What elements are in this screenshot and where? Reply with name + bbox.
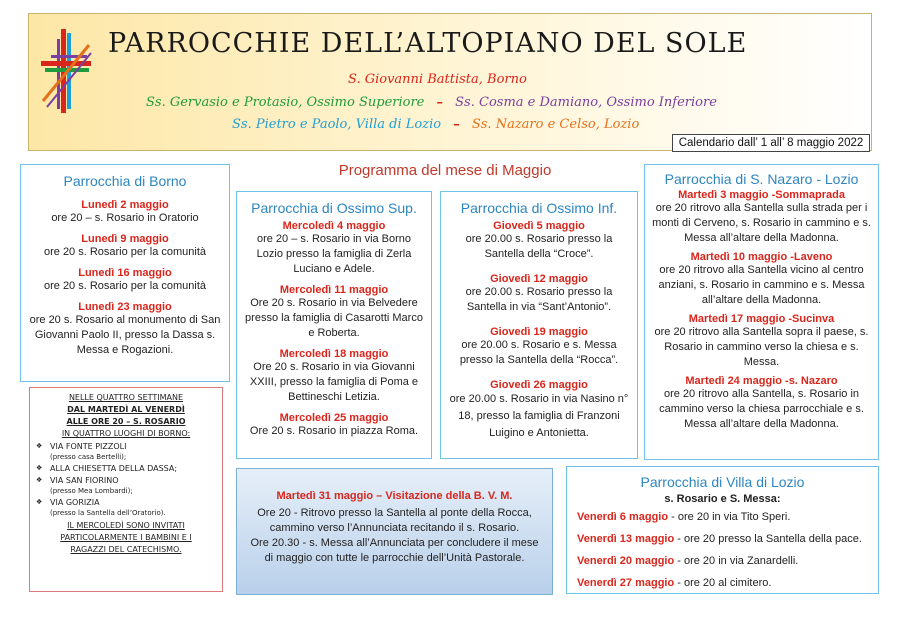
event-date: Martedì 10 maggio -Laveno [690, 251, 833, 263]
event-date: Venerdì 6 maggio [577, 511, 669, 523]
visitazione-line: Ore 20.30 - s. Messa all’Annunciata per concludere il mese [250, 537, 539, 549]
panel-title: Parrocchia di Ossimo Inf. [460, 200, 618, 216]
header-line-3 [232, 117, 639, 132]
event-text: ore 20.00 s. Rosario in via Nasino n° 18, presso la famiglia di Franzoni Luigino e Antonietta. [449, 393, 629, 439]
panel-nazaro [644, 164, 879, 460]
event-date: Giovedì 5 maggio [493, 220, 585, 232]
list-item: ❖ VIA GORIZIA [36, 497, 216, 508]
panel-subtitle: s. Rosario e S. Messa: [664, 493, 781, 505]
parish-borno-name: S. Giovanni Battista, Borno [348, 72, 527, 87]
notice-line: NELLE QUATTRO SETTIMANE [68, 393, 184, 402]
separator-dash: – [453, 117, 460, 132]
notice-line: RAGAZZI DEL CATECHISMO. [70, 545, 182, 554]
list-item-note: (presso la Santella dell’Oratorio). [50, 509, 166, 517]
event-text: - ore 20 presso la Santella della pace. [674, 533, 862, 545]
notice-line: IL MERCOLEDÌ SONO INVITATI [67, 521, 185, 530]
event-date: Martedì 24 maggio -s. Nazaro [685, 375, 838, 387]
list-item-note: (presso casa Bertelli); [50, 453, 127, 461]
visitazione-title: Martedì 31 maggio – Visitazione della B. V. M. [276, 490, 513, 502]
calendar-range: Calendario dall’ 1 all’ 8 maggio 2022 [672, 134, 870, 152]
event-text: - ore 20 al cimitero. [674, 577, 772, 589]
event-date: Giovedì 26 maggio [490, 379, 588, 391]
separator-dash: – [436, 95, 444, 110]
list-item: ❖ ALLA CHIESETTA DELLA DASSA; [36, 463, 216, 474]
event-text: Ore 20 s. Rosario in via Belvedere presso la famiglia di Casarotti Marco e Roberta. [245, 297, 423, 339]
event-text: - ore 20 in via Zanardelli. [674, 555, 799, 567]
visitazione-line: Ore 20 - Ritrovo presso la Santella al ponte della Rocca, [257, 507, 532, 519]
event-text: ore 20 ritrovo alla Santella sopra il paese, s. Rosario in cammino verso la chiesa e s. Messa. [654, 326, 869, 368]
event-text: ore 20 ritrovo alla Santella, s. Rosario in cammino verso la chiesa parrocchiale e s. Messa all’altare della Madonna. [659, 388, 864, 430]
event-date: Mercoledì 11 maggio [279, 284, 389, 296]
panel-title: Parrocchia di S. Nazaro - Lozio [664, 171, 859, 187]
event-text: Ore 20 s. Rosario in piazza Roma. [249, 425, 419, 437]
visitazione-line: di maggio con tutte le parrocchie dell’Unità Pastorale. [264, 552, 525, 564]
notice-line: DAL MARTEDÌ AL VENERDÌ [67, 405, 185, 414]
event-date: Venerdì 13 maggio [577, 533, 675, 545]
event-date: Martedì 17 maggio -Sucinva [688, 313, 835, 325]
list-item [577, 511, 790, 523]
list-item: ❖ VIA FONTE PIZZOLI [36, 441, 216, 452]
notice-line: PARTICOLARMENTE I BAMBINI E I [60, 533, 192, 542]
notice-line: IN QUATTRO LUOGHI DI BORNO: [61, 429, 191, 438]
list-item: ❖ VIA SAN FIORINO [36, 475, 216, 486]
event-date: Lunedì 16 maggio [78, 267, 172, 279]
list-item [577, 533, 862, 545]
parish-villa-name: Ss. Pietro e Paolo, Villa di Lozio [232, 117, 442, 132]
event-date: Mercoledì 25 maggio [279, 412, 389, 424]
event-text: Ore 20 s. Rosario in via Giovanni XXIII, presso la famiglia di Poma e Bettineschi Letizia. [249, 361, 419, 403]
parish-ossimo-inf-name: Ss. Cosma e Damiano, Ossimo Inferiore [455, 95, 717, 110]
event-date: Martedì 3 maggio -Sommaprada [678, 189, 845, 201]
notice-line: ALLE ORE 20 – S. ROSARIO [66, 417, 186, 426]
event-text: ore 20 s. Rosario per la comunità [43, 280, 207, 292]
panel-villa [566, 466, 879, 594]
parish-ossimo-sup-name: Ss. Gervasio e Protasio, Ossimo Superiore [146, 95, 425, 110]
event-date: Giovedì 19 maggio [490, 326, 588, 338]
panel-title: Parrocchia di Ossimo Sup. [251, 200, 417, 216]
panel-title: Parrocchia di Villa di Lozio [640, 474, 805, 490]
list-item [577, 577, 771, 589]
list-item-note: (presso Mea Lombardi); [50, 487, 133, 495]
event-text: ore 20.00 s. Rosario presso la Santella in via “Sant’Antonio”. [465, 286, 613, 313]
event-text: ore 20 s. Rosario al monumento di San Giovanni Paolo II, presso la Dassa s. Messa e Rogazioni. [29, 314, 221, 356]
event-text: ore 20 – s. Rosario in via Borno Lozio presso la famiglia di Zerla Luciano e Adele. [256, 233, 412, 275]
event-date: Lunedì 9 maggio [81, 233, 169, 245]
event-text: ore 20 – s. Rosario in Oratorio [51, 212, 199, 224]
panel-title: Parrocchia di Borno [63, 173, 187, 189]
event-text: ore 20 s. Rosario per la comunità [43, 246, 207, 258]
cross-logo-icon [37, 25, 95, 115]
event-date: Lunedì 23 maggio [78, 301, 172, 313]
event-date: Giovedì 12 maggio [490, 273, 588, 285]
parish-nazaro-name: Ss. Nazaro e Celso, Lozio [471, 117, 640, 132]
panel-ossimo-sup [236, 191, 432, 459]
event-date: Venerdì 20 maggio [577, 555, 675, 567]
visitazione-line: cammino verso l’Annunciata recitando il s. Rosario. [269, 522, 520, 534]
notice-box [29, 387, 223, 592]
event-text: - ore 20 in via Tito Speri. [668, 511, 791, 523]
event-date: Mercoledì 4 maggio [282, 220, 386, 232]
event-date: Venerdì 27 maggio [577, 577, 675, 589]
event-text: ore 20 ritrovo alla Santella vicino al centro anziani, s. Rosario in cammino e s. Messa all’altare della Madonna. [658, 264, 865, 306]
event-text: ore 20 ritrovo alla Santella sulla strada per i monti di Cerveno, s. Rosario in cammino e s. Messa all’altare della Madonna. [652, 202, 871, 244]
program-title: Programma del mese di Maggio [338, 162, 552, 179]
event-date: Lunedì 2 maggio [81, 199, 169, 211]
panel-ossimo-inf [440, 191, 638, 459]
event-date: Mercoledì 18 maggio [279, 348, 389, 360]
main-title: PARROCCHIE DELL’ALTOPIANO DEL SOLE [108, 28, 748, 59]
event-text: ore 20.00 s. Rosario e s. Messa presso la Santella della “Rocca”. [459, 339, 619, 366]
panel-borno [20, 164, 230, 382]
event-text: ore 20.00 s. Rosario presso la Santella della “Croce”. [465, 233, 613, 260]
list-item [577, 555, 798, 567]
visitazione-box [236, 468, 553, 595]
header-line-2 [146, 95, 717, 110]
